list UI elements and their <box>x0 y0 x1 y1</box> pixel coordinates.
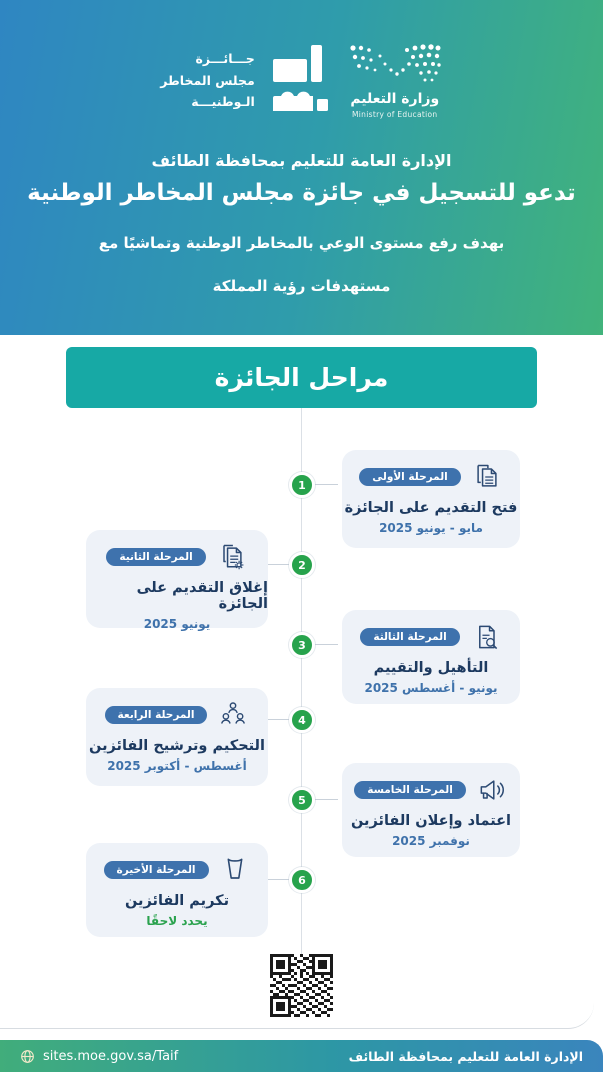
hero-line-1: الإدارة العامة للتعليم بمحافظة الطائف <box>151 151 452 170</box>
stage-date: أغسطس - أكتوبر 2025 <box>107 759 247 773</box>
document-gear-icon <box>216 541 248 573</box>
stage-date: نوفمبر 2025 <box>392 834 470 848</box>
section-title: مراحل الجائزة <box>66 347 537 408</box>
stage-card-2 <box>86 530 268 631</box>
stage-number-5: 5 <box>289 787 315 813</box>
timeline-dash <box>265 719 289 720</box>
stage-title: تكريم الفائزين <box>125 893 230 909</box>
moe-dots-icon <box>347 42 443 88</box>
timeline-dash <box>314 644 338 645</box>
award-logo-text <box>160 48 254 114</box>
timeline-dash <box>265 564 289 565</box>
footer-org-text: الإدارة العامة للتعليم بمحافظة الطائف <box>348 1048 583 1064</box>
stage-date: يحدد لاحقًا <box>146 914 208 928</box>
stage-card-6 <box>86 843 268 937</box>
stage-badge: المرحلة الثانية <box>106 548 205 567</box>
globe-icon <box>20 1049 35 1064</box>
trophy-icon <box>219 854 251 886</box>
timeline-dash <box>314 484 338 485</box>
stage-date: يونيو - أغسطس 2025 <box>364 681 498 695</box>
documents-icon <box>471 461 503 493</box>
award-logo-line2: مجلس المخاطر <box>160 72 255 88</box>
committee-icon <box>217 699 249 731</box>
footer-url <box>20 1049 178 1064</box>
timeline-dash <box>314 799 338 800</box>
hero-line-3: بهدف رفع مستوى الوعي بالمخاطر الوطنية وتماشيًا مع <box>98 234 505 252</box>
stage-card-4 <box>86 688 268 786</box>
stage-number-3: 3 <box>289 632 315 658</box>
stage-title: التحكيم وترشيح الفائزين <box>89 738 265 754</box>
stage-number-2: 2 <box>289 552 315 578</box>
stage-date: يونيو 2025 <box>143 617 211 631</box>
hero-line-4: مستهدفات رؤية المملكة <box>212 277 391 295</box>
stage-badge: المرحلة الرابعة <box>105 706 208 725</box>
stage-date: مايو - يونيو 2025 <box>379 521 483 535</box>
megaphone-icon <box>476 774 508 806</box>
stage-number-1: 1 <box>289 472 315 498</box>
hero-banner <box>0 0 603 335</box>
stage-badge: المرحلة الثالثة <box>360 628 459 647</box>
moe-english-name: Ministry of Education <box>352 110 438 119</box>
footer-bar <box>0 1040 603 1072</box>
stage-number-6: 6 <box>289 867 315 893</box>
qr-code <box>270 954 333 1017</box>
award-emblem-icon <box>271 45 331 117</box>
award-logo-line3: الـوطنيـــة <box>191 94 255 110</box>
stage-card-1 <box>342 450 520 548</box>
stage-number-4: 4 <box>289 707 315 733</box>
stage-badge: المرحلة الأخيرة <box>104 861 209 880</box>
timeline-dash <box>265 879 289 880</box>
stage-card-5 <box>342 763 520 857</box>
hero-line-2: تدعو للتسجيل في جائزة مجلس المخاطر الوطنية <box>27 180 576 206</box>
logo-row <box>0 42 603 119</box>
stage-title: إغلاق التقديم على الجائزة <box>136 580 268 612</box>
document-search-icon <box>470 621 502 653</box>
stage-card-3 <box>342 610 520 704</box>
stage-title: التأهيل والتقييم <box>373 660 489 676</box>
moe-arabic-name: وزارة التعليم <box>350 91 440 107</box>
moe-logo <box>347 42 443 119</box>
stage-badge: المرحلة الخامسة <box>354 781 466 800</box>
stage-title: اعتماد وإعلان الفائزين <box>350 813 512 829</box>
stage-title: فتح التقديم على الجائزة <box>344 500 518 516</box>
stage-badge: المرحلة الأولى <box>359 468 461 487</box>
award-logo-line1: جـــائـــزة <box>195 50 255 66</box>
footer-url-text: sites.moe.gov.sa/Taif <box>43 1048 179 1064</box>
